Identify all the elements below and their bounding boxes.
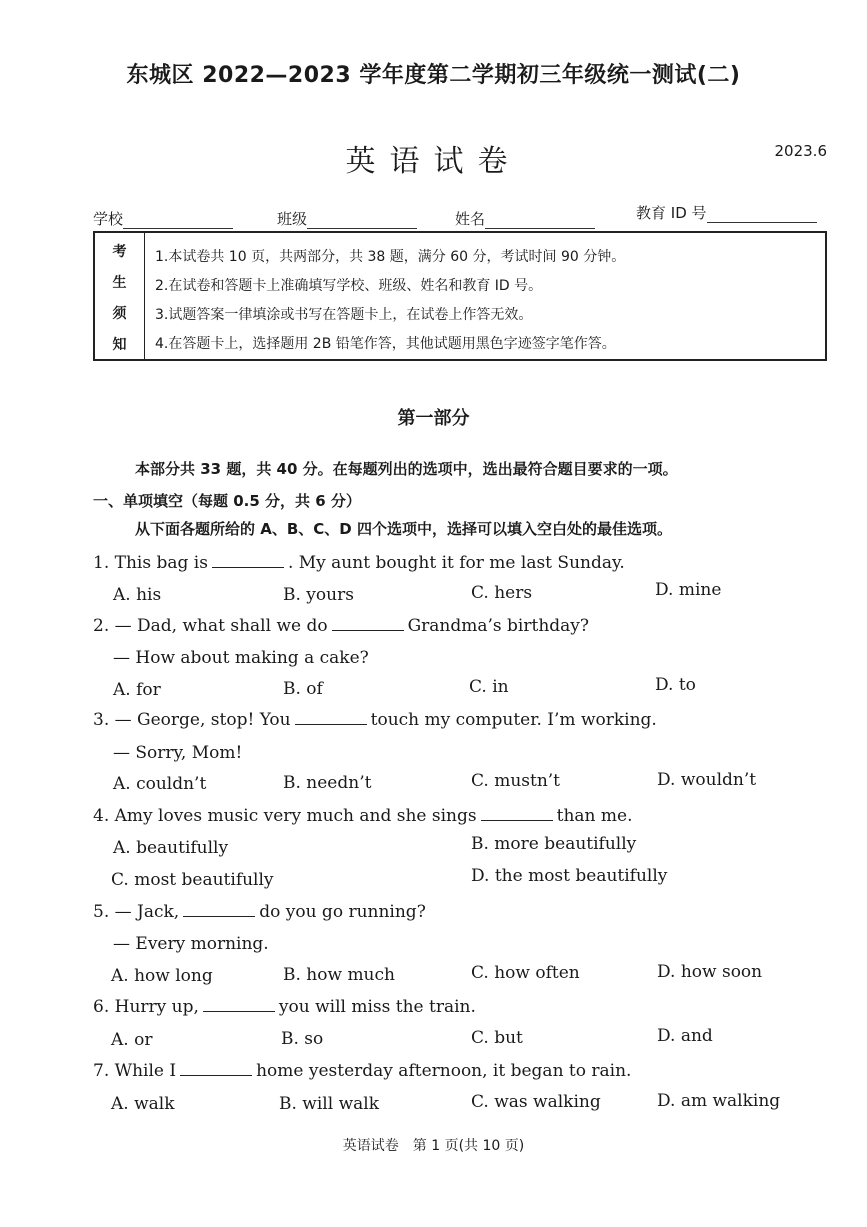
class-label: 班级 xyxy=(277,210,308,228)
option: D. wouldn’t xyxy=(657,770,757,790)
subject-title: 英语试卷 xyxy=(345,144,522,179)
option: B. so xyxy=(281,1029,324,1049)
dialog-line: — Sorry, Mom! xyxy=(113,743,243,763)
question-text: 2. — Dad, what shall we do xyxy=(93,616,328,636)
option: B. yours xyxy=(283,585,354,605)
question-text: . My aunt bought it for me last Sunday. xyxy=(287,553,625,573)
question-stem xyxy=(93,710,657,730)
question-stem xyxy=(93,616,589,636)
id-label: 教育 ID 号 xyxy=(636,204,707,222)
option: D. how soon xyxy=(657,962,763,982)
name-label: 姓名 xyxy=(455,210,486,228)
option: C. was walking xyxy=(471,1092,601,1112)
notice-char: 须 xyxy=(112,306,127,322)
option: D. mine xyxy=(655,580,722,600)
dialog-line: — Every morning. xyxy=(113,934,269,954)
question-text: 4. Amy loves music very much and she sings xyxy=(93,806,477,826)
dialog-line: — How about making a cake? xyxy=(113,648,369,668)
name-field xyxy=(455,208,595,229)
option: B. of xyxy=(283,679,323,699)
option: A. couldn’t xyxy=(113,774,207,794)
option: C. hers xyxy=(471,583,533,603)
question-text: 5. — Jack, xyxy=(93,902,180,922)
option: C. how often xyxy=(471,963,580,983)
option: D. and xyxy=(657,1026,713,1046)
question-stem xyxy=(93,806,632,826)
answer-blank xyxy=(332,616,404,631)
question-stem xyxy=(93,553,625,573)
notice-item: 1.本试卷共 10 页，共两部分，共 38 题，满分 60 分，考试时间 90 分钟。 xyxy=(155,249,626,265)
notice-item: 2.在试卷和答题卡上准确填写学校、班级、姓名和教育 ID 号。 xyxy=(155,278,543,294)
question-stem xyxy=(93,997,476,1017)
option: A. or xyxy=(111,1030,153,1050)
option: A. walk xyxy=(111,1094,175,1114)
part-description: 本部分共 33 题，共 40 分。在每题列出的选项中，选出最符合题目要求的一项。 xyxy=(135,460,678,478)
question-text: 3. — George, stop! You xyxy=(93,710,291,730)
option: B. needn’t xyxy=(283,773,372,793)
question-text: do you go running? xyxy=(259,902,426,922)
question-text: home yesterday afternoon, it began to rain. xyxy=(256,1061,632,1081)
option: D. am walking xyxy=(657,1091,781,1111)
school-line xyxy=(123,212,233,229)
option: D. to xyxy=(655,675,696,695)
option: C. but xyxy=(471,1028,523,1048)
section-instruction: 从下面各题所给的 A、B、C、D 四个选项中，选择可以填入空白处的最佳选项。 xyxy=(135,520,672,538)
exam-title: 东城区 2022—2023 学年度第二学期初三年级统一测试(二) xyxy=(126,63,741,88)
option: B. will walk xyxy=(279,1094,379,1114)
notice-char: 生 xyxy=(112,275,127,291)
notice-side-label xyxy=(95,233,145,359)
question-stem xyxy=(93,902,426,922)
option: A. for xyxy=(113,680,161,700)
question-stem xyxy=(93,1061,631,1081)
question-text: you will miss the train. xyxy=(278,997,476,1017)
option: B. how much xyxy=(283,965,395,985)
question-text: 7. While I xyxy=(93,1061,177,1081)
id-field xyxy=(636,202,817,223)
option: D. the most beautifully xyxy=(471,866,668,886)
notice-items xyxy=(155,243,815,359)
section-heading: 一、单项填空（每题 0.5 分，共 6 分） xyxy=(93,492,361,510)
option: C. mustn’t xyxy=(471,771,561,791)
notice-item: 4.在答题卡上，选择题用 2B 铅笔作答，其他试题用黑色字迹签字笔作答。 xyxy=(155,336,616,352)
question-text: Grandma’s birthday? xyxy=(407,616,589,636)
class-line xyxy=(307,212,417,229)
option: B. more beautifully xyxy=(471,834,637,854)
notice-char: 知 xyxy=(112,337,127,353)
notice-item: 3.试题答案一律填涂或书写在答题卡上，在试卷上作答无效。 xyxy=(155,307,533,323)
part-title: 第一部分 xyxy=(397,408,470,429)
question-text: 1. This bag is xyxy=(93,553,208,573)
question-text: than me. xyxy=(556,806,633,826)
exam-date: 2023.6 xyxy=(774,142,827,160)
page-footer: 英语试卷 第 1 页(共 10 页) xyxy=(342,1138,525,1154)
option: A. how long xyxy=(111,966,213,986)
id-line xyxy=(707,206,817,223)
answer-blank xyxy=(183,902,255,917)
answer-blank xyxy=(481,806,553,821)
school-label: 学校 xyxy=(93,210,124,228)
notice-box xyxy=(93,231,827,361)
option: A. beautifully xyxy=(113,838,229,858)
option: C. in xyxy=(469,677,509,697)
option: C. most beautifully xyxy=(111,870,274,890)
answer-blank xyxy=(180,1061,252,1076)
question-text: 6. Hurry up, xyxy=(93,997,199,1017)
answer-blank xyxy=(212,553,284,568)
answer-blank xyxy=(295,710,367,725)
option: A. his xyxy=(113,585,162,605)
question-text: touch my computer. I’m working. xyxy=(370,710,657,730)
name-line xyxy=(485,212,595,229)
school-field xyxy=(93,208,233,229)
answer-blank xyxy=(203,997,275,1012)
class-field xyxy=(277,208,417,229)
notice-char: 考 xyxy=(112,244,127,260)
